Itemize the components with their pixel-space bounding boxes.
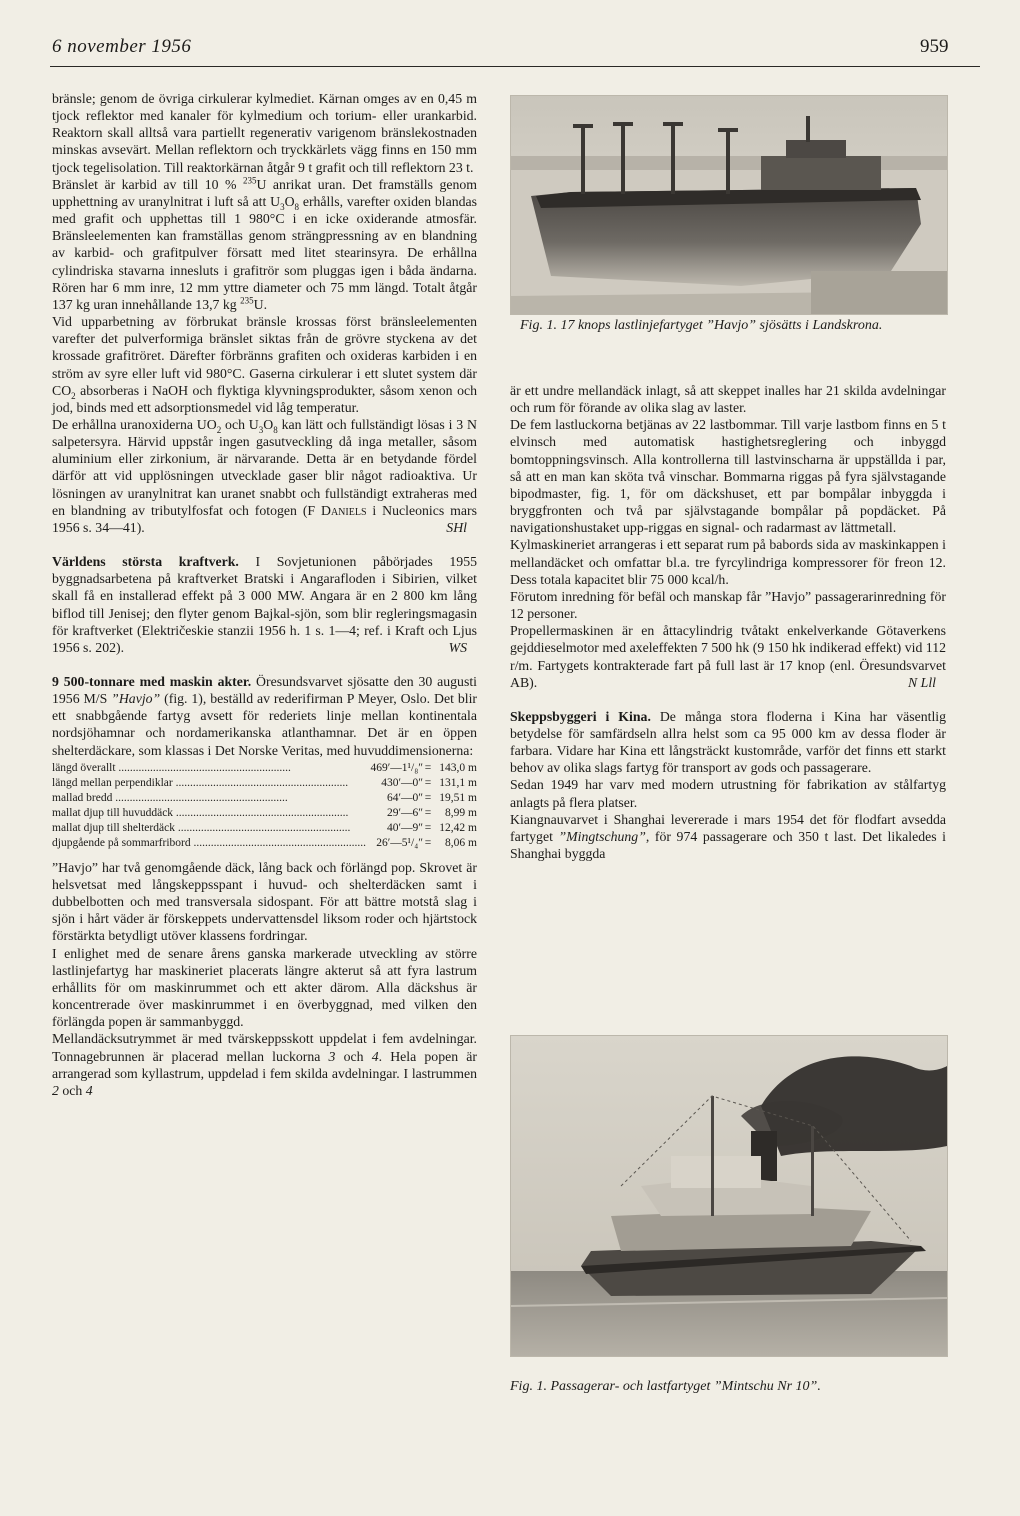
equals-sign: = (424, 791, 432, 804)
kina-paragraph-2: Sedan 1949 har varv med modern utrustning för fabrikation av stålfartyg anlagts på flera platser. (510, 777, 946, 810)
dimension-row (52, 821, 477, 836)
dimension-imperial: 29′—6″ (386, 806, 423, 819)
equals-sign: = (424, 806, 432, 819)
equals-sign: = (424, 836, 432, 849)
dimension-label: längd överallt ............................................................ (52, 761, 291, 774)
dimension-row (52, 791, 477, 806)
dimension-unit: m (468, 776, 477, 789)
dimension-metric: 12,42 (439, 821, 466, 834)
kraftverk-headline: Världens största kraftverk. (52, 554, 239, 570)
ship-paragraph-r1: är ett undre mellandäck inlagt, så att skeppet inalles har 21 skilda avdelningar och rum för förande av olika slag av laster. (510, 383, 946, 416)
dimension-metric: 19,51 (439, 791, 466, 804)
dimension-row (52, 776, 477, 791)
dimension-label: mallad bredd ............................................................ (52, 791, 288, 804)
left-column (52, 90, 477, 1099)
kina-paragraph-3: Kiangnauvarvet i Shanghai levererade i mars 1954 det för flodfart avsedda fartyget ”Mingtschung”, för 974 passagerare och 350 t last. Det likaledes i Shanghai byggda (510, 811, 946, 862)
dimension-imperial: 26′—5¹/₄″ (376, 836, 423, 849)
dimension-row (52, 806, 477, 821)
ship-paragraph-r5: Propellermaskinen är en åttacylindrig tvåtakt enkelverkande Götaverkens gejddieselmotor med axeleffekten 7 500 hk (9 150 hk indikerad effekt) vid 112 r/m. Fartygets kontrakterade fart på full last är 17 knop (enl. Öresundsvarvet AB). N Lll (510, 623, 946, 690)
equals-sign: = (424, 761, 432, 774)
equals-sign: = (424, 821, 432, 834)
dimension-metric: 143,0 (439, 761, 466, 774)
dimension-imperial: 430′—0″ (381, 776, 423, 789)
dimension-imperial: 40′—9″ (386, 821, 423, 834)
ship-headline: 9 500-tonnare med maskin akter. (52, 674, 252, 689)
dimension-label: längd mellan perpendiklar ............................................................ (52, 776, 349, 789)
dimension-imperial: 469′—1¹/₈″ (370, 761, 423, 774)
kina-article: Skeppsbyggeri i Kina. De många stora floderna i Kina har väsentlig betydelse för samfärdseln allra helst som ca 95 000 km av dessa floder är farbara. Vidare har Kina ett långsträckt kustområde, varför det finns ett starkt behov av olika slags fartyg för transport av gods och passagerare. (510, 708, 947, 776)
equals-sign: = (424, 776, 432, 789)
page-number: 959 (920, 36, 949, 57)
dimension-label: djupgående på sommarfribord ............................................................ (52, 836, 366, 849)
ship-article-intro: 9 500-tonnare med maskin akter. Öresundsvarvet sjösatte den 30 augusti 1956 M/S ”Havjo” (fig. 1), beställd av rederifirman P Meyer, Oslo. Det blir ett snabbgående fartyg avsett för rederiets linje mellan kontinentala nordsjöhamnar och nordamerikanska atlanthamnar. Det är en öppen shelterdäckare, som klassas i Det Norske Veritas, med huvuddimensionerna: (52, 674, 477, 758)
dimension-row (52, 761, 477, 776)
dimension-metric: 8,06 (445, 836, 466, 849)
right-column-text (510, 382, 946, 862)
ship-paragraph-r3: Kylmaskineriet arrangeras i ett separat rum på babords sida av maskinkappen i mellandäcket och omfattar bl.a. tre fyrcylindriga kompressorer för freon 12. Dess totala kapacitet blir 75 000 kcal/h. (510, 537, 946, 587)
dimension-metric: 8,99 (445, 806, 466, 819)
dimension-label: mallat djup till huvuddäck ............................................................ (52, 806, 349, 819)
dimension-unit: m (468, 761, 477, 774)
havjo-launch-illustration (511, 96, 947, 314)
ship-paragraph-6: I enlighet med de senare årens ganska markerade utveckling av större lastlinjefartyg har maskineriet placerats längre akterut så att fyra lastrum erhållits för om maskinrummet och ett akter därom. Alla däckshus är koncentrerade över maskinrummet i en överbyggnad, med vilken den förlängda popen är sammanbyggd. (52, 945, 477, 1030)
dimension-metric: 131,1 (439, 776, 466, 789)
dimension-unit: m (468, 821, 477, 834)
page-header (0, 0, 1020, 70)
kina-headline: Skeppsbyggeri i Kina. (510, 708, 651, 724)
signature-shl: SHl (446, 519, 467, 535)
dimensions-table (52, 761, 477, 851)
header-rule (50, 66, 980, 67)
signature-nlll: N Lll (908, 674, 936, 690)
reactor-paragraph-1: bränsle; genom de övriga cirkulerar kylmediet. Kärnan omges av en 0,45 m tjock reflektor med kanaler för kylmedium och torium- eller urankarbid. Reaktorn skall alltså vara partiellt regenerativ varigenom bränslekostnaden minskas avsevärt. Mellan reflektorn och tryckkärlets vägg finns en 150 mm tjock tegelisolation. Till reaktorkärnan åtgår 9 t grafit och till reflektorn 23 t. (52, 91, 477, 175)
ship-paragraph-r2: De fem lastluckorna betjänas av 22 lastbommar. Till varje lastbom finns en 5 t elvinsch med automatisk hastighetsreglering och inbyggd bomtoppningsvinsch. Alla kontrollerna till lastvinscharna är uppställda i par, så att en man kan sköta två vinschar. Bommarna riggas på fyra självstagande bipodmaster, fig. 1, för om däckshuset, ett par bompålar inbyggda i bryggfronten och två par självstagande bompålar på popdäcket. På navigationshustaket upp-riggas en signal- och radarmast av lättmetall. (510, 417, 946, 536)
mintschu-ship-photo (510, 1035, 948, 1357)
figure-2-caption: Fig. 1. Passagerar- och lastfartyget ”Mintschu Nr 10”. (510, 1379, 821, 1394)
kraftverk-article: Världens största kraftverk. I Sovjetunionen påbörjades 1955 byggnadsarbetena på kraftverket Bratski i Angarafloden i Sibirien, vilket skall få en installerad effekt på 3 000 MW. Angara är en 2 800 km lång biflod till Jenisej; den flyter genom Bajkal-sjön, som blir regleringsmagasin för kraftverket (Električeskie stanzii 1956 h. 1 s. 1—4; ref. i Kraft och Ljus 1956 s. 202). WS (52, 554, 477, 655)
reactor-paragraph-2: Bränslet är karbid av till 10 % $^{235}$U anrikat uran. Det framställs genom upphettning av uranylnitrat i luft så att $U_3O_8$ erhålls, varefter oxiden blandas med grafit och upphettas till 1 980°C i en icke oxiderande atmosfär. Bränsleelementen kan framställas genom strängpressning av en blandning av karbid- och grafitpulver försatt med litet stearinsyra. De erhållna cylindriska stavarna innesluts i grafitrör som pluggas igen i båda ändarna. Rören har 6 mm inre, 12 mm yttre diameter och 75 mm längd. Totalt åtgår 137 kg uran innehållande 13,7 kg $^{235}$U. (52, 175, 478, 312)
dimension-unit: m (468, 836, 477, 849)
figure-1-caption: Fig. 1. 17 knops lastlinjefartyget ”Havjo” sjösätts i Landskrona. (520, 318, 883, 333)
dimension-unit: m (468, 791, 477, 804)
mintschu-ship-illustration (511, 1036, 947, 1356)
issue-date: 6 november 1956 (52, 36, 192, 57)
dimension-label: mallat djup till shelterdäck ............................................................ (52, 821, 351, 834)
ship-paragraph-7: Mellandäcksutrymmet är med tvärskeppsskott uppdelat i fem avdelningar. Tonnagebrunnen är placerad mellan luckorna 3 och 4. Hela popen är arrangerad som kyllastrum, uppdelad i fem skilda avdelningar. I lastrummen 2 och 4 (52, 1031, 477, 1098)
dimension-imperial: 64′—0″ (386, 791, 423, 804)
dimension-unit: m (468, 806, 477, 819)
havjo-launch-photo (510, 95, 948, 315)
ship-paragraph-r4: Förutom inredning för befäl och manskap får ”Havjo” passagerarinredning för 12 personer. (510, 588, 946, 622)
signature-ws: WS (448, 639, 467, 655)
reactor-paragraph-4: De erhållna uranoxiderna $UO_2$ och $U_3O_8$ kan lätt och fullständigt lösas i 3 N salpetersyra. Härvid uppstår ingen gasutveckling då inga metaller, såsom aluminium eller zirkonium, är närvarande. Detta är en betydande fördel därför att vid upplösningen utvecklade gaser blir något radioaktiva. Ur lösningen av uranylnitrat kan uranet snabbt och fullständigt extraheras med en blandning av tributylfosfat och fotogen (F Daniels i Nucleonics mars 1956 s. 34—41). SHl (52, 416, 477, 535)
ship-paragraph-5: ”Havjo” har två genomgående däck, lång back och förlängd pop. Skrovet är helsvetsat med långskeppsspant i huvud- och shelterdäcken samt i dubbelbotten och med transversala sidospant. För att bättre motstå slag i sjön i hårt väder är förskeppets undervattensdel liksom roder och hjärtstock förstärkta betydligt utöver klassens fordringar. (52, 859, 477, 944)
dimension-row (52, 836, 477, 851)
reactor-paragraph-3: Vid upparbetning av förbrukat bränsle krossas först bränsleelementen varefter det pulverformiga bränslet siktas från de grövre styckena av det krossade grafitröret. Därefter förbränns grafiten och oxideras karbiden i en ström av syre eller luft vid 980°C. Gaserna cirkulerar i ett slutet system där $CO_2$ absorberas i NaOH och flyktiga klyvningsprodukter, såsom xenon och jod, binds med ett adsorptionsmedel vid låg temperatur. (52, 314, 477, 415)
